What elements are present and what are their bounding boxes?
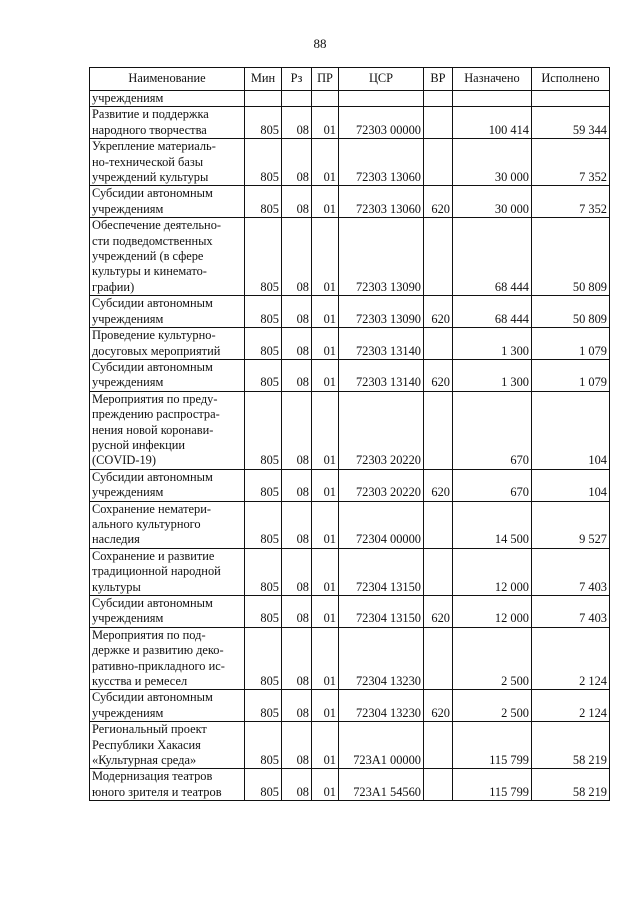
row-vr-cell: 620	[424, 186, 453, 218]
row-min-cell: 805	[245, 722, 282, 769]
row-vr-cell	[424, 722, 453, 769]
row-csr-cell: 72304 13230	[339, 690, 424, 722]
table-body	[90, 91, 610, 801]
row-vr-cell	[424, 218, 453, 296]
row-vr-cell	[424, 107, 453, 139]
row-executed-cell: 2 124	[532, 627, 610, 690]
row-csr-cell: 723А1 54560	[339, 769, 424, 801]
row-pr-cell: 01	[312, 690, 339, 722]
header-vr: ВР	[424, 68, 453, 91]
row-assigned-cell: 2 500	[453, 627, 532, 690]
row-executed-cell: 104	[532, 469, 610, 501]
row-min-cell: 805	[245, 359, 282, 391]
row-name-cell: Укрепление материаль- но-технической базы учреждений культуры	[90, 139, 245, 186]
row-csr-cell: 72304 13230	[339, 627, 424, 690]
row-vr-cell: 620	[424, 469, 453, 501]
row-csr-cell: 72303 13060	[339, 139, 424, 186]
row-pr-cell: 01	[312, 722, 339, 769]
row-csr-cell: 72304 13150	[339, 548, 424, 595]
row-pr-cell: 01	[312, 627, 339, 690]
row-csr-cell: 72303 20220	[339, 391, 424, 469]
row-executed-cell	[532, 91, 610, 107]
table-row	[90, 218, 610, 296]
table-row	[90, 107, 610, 139]
row-executed-cell: 7 352	[532, 139, 610, 186]
row-min-cell: 805	[245, 469, 282, 501]
row-name-cell: Региональный проект Республики Хакасия «Культурная среда»	[90, 722, 245, 769]
table-row	[90, 690, 610, 722]
row-executed-cell: 50 809	[532, 296, 610, 328]
table-row	[90, 91, 610, 107]
row-min-cell: 805	[245, 769, 282, 801]
row-name-cell: Мероприятия по преду- преждению распростра- нения новой коронави- русной инфекции (COVID-19)	[90, 391, 245, 469]
row-vr-cell	[424, 391, 453, 469]
row-assigned-cell: 115 799	[453, 722, 532, 769]
table-header-row	[90, 68, 610, 91]
row-pr-cell: 01	[312, 548, 339, 595]
row-assigned-cell: 12 000	[453, 548, 532, 595]
row-pr-cell: 01	[312, 501, 339, 548]
row-rz-cell: 08	[282, 186, 312, 218]
row-executed-cell: 9 527	[532, 501, 610, 548]
row-name-cell: Субсидии автономным учреждениям	[90, 359, 245, 391]
row-pr-cell: 01	[312, 359, 339, 391]
row-min-cell: 805	[245, 501, 282, 548]
row-vr-cell	[424, 501, 453, 548]
row-executed-cell: 59 344	[532, 107, 610, 139]
row-assigned-cell: 68 444	[453, 218, 532, 296]
row-rz-cell: 08	[282, 391, 312, 469]
row-name-cell: Субсидии автономным учреждениям	[90, 690, 245, 722]
row-name-cell: Субсидии автономным учреждениям	[90, 469, 245, 501]
row-rz-cell: 08	[282, 769, 312, 801]
row-csr-cell: 723А1 00000	[339, 722, 424, 769]
row-rz-cell: 08	[282, 107, 312, 139]
row-min-cell: 805	[245, 296, 282, 328]
row-name-cell: Сохранение нематери- ального культурного наследия	[90, 501, 245, 548]
row-executed-cell: 50 809	[532, 218, 610, 296]
row-rz-cell: 08	[282, 469, 312, 501]
row-assigned-cell: 1 300	[453, 359, 532, 391]
row-name-cell: Субсидии автономным учреждениям	[90, 186, 245, 218]
row-pr-cell: 01	[312, 186, 339, 218]
table-row	[90, 296, 610, 328]
row-rz-cell: 08	[282, 722, 312, 769]
row-pr-cell: 01	[312, 218, 339, 296]
row-min-cell	[245, 91, 282, 107]
row-rz-cell: 08	[282, 139, 312, 186]
row-rz-cell: 08	[282, 627, 312, 690]
row-min-cell: 805	[245, 139, 282, 186]
row-assigned-cell: 12 000	[453, 596, 532, 628]
table-row	[90, 469, 610, 501]
row-csr-cell: 72304 00000	[339, 501, 424, 548]
row-vr-cell	[424, 91, 453, 107]
row-vr-cell	[424, 627, 453, 690]
row-vr-cell: 620	[424, 296, 453, 328]
row-pr-cell: 01	[312, 296, 339, 328]
row-assigned-cell: 2 500	[453, 690, 532, 722]
row-rz-cell: 08	[282, 501, 312, 548]
row-vr-cell: 620	[424, 596, 453, 628]
table-row	[90, 328, 610, 360]
header-rz: Рз	[282, 68, 312, 91]
row-name-cell: учреждениям	[90, 91, 245, 107]
row-assigned-cell: 30 000	[453, 186, 532, 218]
row-csr-cell: 72303 13090	[339, 296, 424, 328]
row-executed-cell: 104	[532, 391, 610, 469]
row-name-cell: Обеспечение деятельно- сти подведомственных учреждений (в сфере культуры и кинемато- графии)	[90, 218, 245, 296]
row-executed-cell: 1 079	[532, 328, 610, 360]
row-min-cell: 805	[245, 690, 282, 722]
row-csr-cell: 72303 13140	[339, 328, 424, 360]
row-pr-cell: 01	[312, 469, 339, 501]
header-assigned: Назначено	[453, 68, 532, 91]
row-vr-cell: 620	[424, 690, 453, 722]
header-pr: ПР	[312, 68, 339, 91]
row-min-cell: 805	[245, 218, 282, 296]
row-csr-cell: 72303 20220	[339, 469, 424, 501]
row-assigned-cell: 1 300	[453, 328, 532, 360]
table-row	[90, 391, 610, 469]
header-csr: ЦСР	[339, 68, 424, 91]
row-vr-cell: 620	[424, 359, 453, 391]
row-assigned-cell: 670	[453, 469, 532, 501]
row-pr-cell: 01	[312, 391, 339, 469]
table-row	[90, 769, 610, 801]
row-rz-cell: 08	[282, 359, 312, 391]
row-executed-cell: 58 219	[532, 769, 610, 801]
header-name: Наименование	[90, 68, 245, 91]
row-csr-cell: 72303 13060	[339, 186, 424, 218]
row-executed-cell: 7 403	[532, 548, 610, 595]
row-pr-cell: 01	[312, 107, 339, 139]
row-assigned-cell: 670	[453, 391, 532, 469]
row-pr-cell: 01	[312, 769, 339, 801]
row-executed-cell: 7 352	[532, 186, 610, 218]
row-name-cell: Модернизация театров юного зрителя и театров	[90, 769, 245, 801]
table-row	[90, 359, 610, 391]
row-pr-cell: 01	[312, 328, 339, 360]
header-min: Мин	[245, 68, 282, 91]
row-executed-cell: 58 219	[532, 722, 610, 769]
row-assigned-cell: 14 500	[453, 501, 532, 548]
row-csr-cell: 72303 13090	[339, 218, 424, 296]
row-min-cell: 805	[245, 596, 282, 628]
row-assigned-cell: 30 000	[453, 139, 532, 186]
row-pr-cell: 01	[312, 596, 339, 628]
table-row	[90, 186, 610, 218]
row-rz-cell: 08	[282, 596, 312, 628]
row-rz-cell: 08	[282, 328, 312, 360]
row-min-cell: 805	[245, 391, 282, 469]
row-rz-cell: 08	[282, 296, 312, 328]
row-min-cell: 805	[245, 627, 282, 690]
row-vr-cell	[424, 769, 453, 801]
row-name-cell: Субсидии автономным учреждениям	[90, 296, 245, 328]
row-name-cell: Развитие и поддержка народного творчества	[90, 107, 245, 139]
row-csr-cell: 72304 13150	[339, 596, 424, 628]
row-executed-cell: 7 403	[532, 596, 610, 628]
row-rz-cell	[282, 91, 312, 107]
row-name-cell: Проведение культурно- досуговых мероприятий	[90, 328, 245, 360]
row-rz-cell: 08	[282, 218, 312, 296]
row-assigned-cell	[453, 91, 532, 107]
row-vr-cell	[424, 139, 453, 186]
row-assigned-cell: 100 414	[453, 107, 532, 139]
row-pr-cell	[312, 91, 339, 107]
table-row	[90, 139, 610, 186]
row-vr-cell	[424, 328, 453, 360]
row-min-cell: 805	[245, 186, 282, 218]
row-min-cell: 805	[245, 107, 282, 139]
row-rz-cell: 08	[282, 548, 312, 595]
table-row	[90, 596, 610, 628]
row-min-cell: 805	[245, 328, 282, 360]
row-name-cell: Сохранение и развитие традиционной народной культуры	[90, 548, 245, 595]
row-min-cell: 805	[245, 548, 282, 595]
table-row	[90, 548, 610, 595]
row-name-cell: Субсидии автономным учреждениям	[90, 596, 245, 628]
row-csr-cell: 72303 13140	[339, 359, 424, 391]
row-rz-cell: 08	[282, 690, 312, 722]
budget-table	[89, 67, 610, 801]
table-row	[90, 501, 610, 548]
table-row	[90, 627, 610, 690]
row-csr-cell	[339, 91, 424, 107]
row-name-cell: Мероприятия по под- держке и развитию деко- ративно-прикладного ис- кусства и ремесел	[90, 627, 245, 690]
header-executed: Исполнено	[532, 68, 610, 91]
row-executed-cell: 1 079	[532, 359, 610, 391]
page-number: 88	[313, 36, 327, 51]
row-assigned-cell: 68 444	[453, 296, 532, 328]
row-executed-cell: 2 124	[532, 690, 610, 722]
row-vr-cell	[424, 548, 453, 595]
row-assigned-cell: 115 799	[453, 769, 532, 801]
table-row	[90, 722, 610, 769]
row-csr-cell: 72303 00000	[339, 107, 424, 139]
row-pr-cell: 01	[312, 139, 339, 186]
